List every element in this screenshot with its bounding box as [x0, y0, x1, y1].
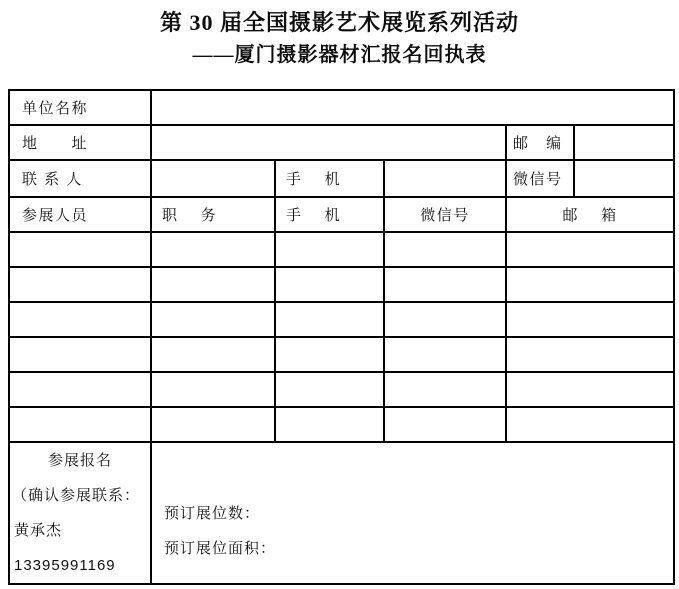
registration-footer-row — [9, 442, 674, 584]
exhibitor-wechat-cell[interactable] — [384, 232, 506, 267]
booth-reservation-cell[interactable] — [151, 442, 674, 584]
registration-table — [8, 89, 675, 585]
exhibitor-position-cell[interactable] — [151, 337, 275, 372]
contact-name: 黄承杰 — [14, 522, 63, 539]
contact-row — [9, 160, 674, 197]
exhibitor-position-cell[interactable] — [151, 302, 275, 337]
address-row — [9, 125, 674, 160]
exhibitor-column-header: 参展人员 — [9, 197, 151, 232]
exhibitor-row — [9, 372, 674, 407]
contact-mobile-label: 手 机 — [275, 160, 384, 197]
exhibitor-wechat-cell[interactable] — [384, 372, 506, 407]
unit-name-row — [9, 90, 674, 125]
exhibitor-mobile-cell[interactable] — [275, 337, 384, 372]
contact-person-input-cell[interactable] — [151, 160, 275, 197]
document-title: 第 30 届全国摄影艺术展览系列活动 — [159, 10, 519, 35]
position-column-header: 职 务 — [151, 197, 275, 232]
exhibitor-row — [9, 267, 674, 302]
registration-title: 参展报名 — [47, 452, 112, 469]
contact-wechat-label: 微信号 — [506, 160, 574, 197]
exhibitor-wechat-cell[interactable] — [384, 302, 506, 337]
exhibitor-name-cell[interactable] — [9, 372, 151, 407]
email-column-header: 邮 箱 — [506, 197, 674, 232]
exhibitor-wechat-cell[interactable] — [384, 267, 506, 302]
exhibitor-email-cell[interactable] — [506, 302, 674, 337]
booth-area-label: 预订展位面积： — [164, 539, 277, 557]
registration-contact-cell — [9, 442, 151, 584]
exhibitor-wechat-cell[interactable] — [384, 337, 506, 372]
exhibitor-email-cell[interactable] — [506, 232, 674, 267]
exhibitor-row — [9, 407, 674, 442]
exhibitor-mobile-cell[interactable] — [275, 302, 384, 337]
contact-wechat-input-cell[interactable] — [574, 160, 674, 197]
exhibitor-mobile-cell[interactable] — [275, 407, 384, 442]
exhibitor-name-cell[interactable] — [9, 337, 151, 372]
exhibitor-mobile-cell[interactable] — [275, 372, 384, 407]
exhibitor-email-cell[interactable] — [506, 372, 674, 407]
exhibitor-email-cell[interactable] — [506, 407, 674, 442]
exhibitor-header-row — [9, 197, 674, 232]
exhibitor-position-cell[interactable] — [151, 267, 275, 302]
exhibitor-email-cell[interactable] — [506, 337, 674, 372]
mobile-column-header: 手 机 — [275, 197, 384, 232]
exhibitor-email-cell[interactable] — [506, 267, 674, 302]
exhibitor-name-cell[interactable] — [9, 267, 151, 302]
contact-phone: 13395991169 — [14, 557, 116, 574]
contact-note: （确认参展联系： — [12, 487, 141, 504]
booth-count-label: 预订展位数： — [164, 504, 261, 522]
exhibitor-position-cell[interactable] — [151, 232, 275, 267]
contact-mobile-input-cell[interactable] — [384, 160, 506, 197]
exhibitor-name-cell[interactable] — [9, 232, 151, 267]
address-label: 地 址 — [9, 125, 151, 160]
exhibitor-name-cell[interactable] — [9, 407, 151, 442]
exhibitor-wechat-cell[interactable] — [384, 407, 506, 442]
postal-code-label: 邮 编 — [506, 125, 574, 160]
address-input-cell[interactable] — [151, 125, 506, 160]
exhibitor-row — [9, 232, 674, 267]
wechat-column-header: 微信号 — [384, 197, 506, 232]
document-subtitle: ——厦门摄影器材汇报名回执表 — [192, 44, 487, 66]
exhibitor-name-cell[interactable] — [9, 302, 151, 337]
exhibitor-position-cell[interactable] — [151, 407, 275, 442]
unit-name-input-cell[interactable] — [151, 90, 674, 125]
exhibitor-mobile-cell[interactable] — [275, 232, 384, 267]
exhibitor-row — [9, 337, 674, 372]
unit-name-label: 单位名称 — [9, 90, 151, 125]
postal-code-input-cell[interactable] — [574, 125, 674, 160]
exhibitor-row — [9, 302, 674, 337]
contact-person-label: 联 系 人 — [9, 160, 151, 197]
exhibitor-position-cell[interactable] — [151, 372, 275, 407]
document-header — [0, 0, 679, 71]
exhibitor-mobile-cell[interactable] — [275, 267, 384, 302]
